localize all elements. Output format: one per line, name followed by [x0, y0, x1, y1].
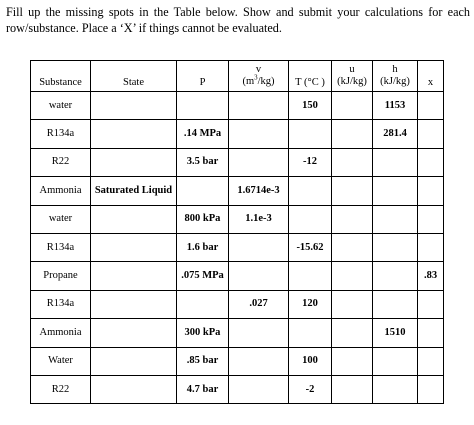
cell-quality: .83 [418, 262, 444, 290]
cell-temperature: 120 [289, 290, 332, 318]
cell-quality [418, 205, 444, 233]
cell-state [91, 205, 177, 233]
cell-temperature [289, 177, 332, 205]
table-row [31, 177, 444, 205]
cell-quality [418, 92, 444, 120]
cell-specific-volume [229, 233, 289, 261]
cell-specific-volume: 1.1e-3 [229, 205, 289, 233]
cell-specific-volume: .027 [229, 290, 289, 318]
cell-enthalpy: 1153 [373, 92, 418, 120]
header-v-unit: $(m^3/kg)$ [242, 73, 275, 87]
cell-state [91, 290, 177, 318]
cell-enthalpy [373, 148, 418, 176]
table-row [31, 120, 444, 148]
cell-state [91, 347, 177, 375]
cell-temperature [289, 262, 332, 290]
cell-quality [418, 177, 444, 205]
cell-temperature: 150 [289, 92, 332, 120]
cell-specific-volume [229, 347, 289, 375]
cell-pressure [177, 92, 229, 120]
cell-temperature [289, 319, 332, 347]
cell-substance: Ammonia [31, 319, 91, 347]
cell-temperature [289, 205, 332, 233]
cell-internal-energy [332, 177, 373, 205]
cell-quality [418, 347, 444, 375]
cell-internal-energy [332, 205, 373, 233]
table-row [31, 233, 444, 261]
cell-pressure: 300 kPa [177, 319, 229, 347]
cell-substance: water [31, 205, 91, 233]
cell-state [91, 92, 177, 120]
cell-internal-energy [332, 319, 373, 347]
cell-substance: R22 [31, 375, 91, 403]
cell-internal-energy [332, 148, 373, 176]
table-row [31, 148, 444, 176]
cell-pressure: .075 MPa [177, 262, 229, 290]
cell-specific-volume [229, 120, 289, 148]
cell-specific-volume [229, 148, 289, 176]
cell-temperature: 100 [289, 347, 332, 375]
cell-temperature: -2 [289, 375, 332, 403]
cell-quality [418, 375, 444, 403]
cell-internal-energy [332, 262, 373, 290]
table-row [31, 262, 444, 290]
cell-state [91, 319, 177, 347]
header-substance: Substance [31, 61, 91, 92]
cell-pressure: 800 kPa [177, 205, 229, 233]
cell-enthalpy [373, 290, 418, 318]
cell-enthalpy: 281.4 [373, 120, 418, 148]
property-table [30, 60, 444, 404]
cell-substance: Water [31, 347, 91, 375]
cell-quality [418, 319, 444, 347]
cell-temperature: -15.62 [289, 233, 332, 261]
cell-substance: R134a [31, 120, 91, 148]
header-internal-energy [332, 61, 373, 92]
header-state: State [91, 61, 177, 92]
table-row [31, 319, 444, 347]
cell-enthalpy [373, 205, 418, 233]
cell-specific-volume [229, 375, 289, 403]
table-row [31, 290, 444, 318]
header-u-symbol: u [349, 64, 355, 75]
table-row [31, 375, 444, 403]
instructions-text: Fill up the missing spots in the Table below. Show and submit your calculations for each row/substance. Place a ‘X’ if things cannot be evaluated. [6, 5, 470, 35]
cell-specific-volume: 1.6714e-3 [229, 177, 289, 205]
header-pressure: P [177, 61, 229, 92]
cell-substance: R134a [31, 290, 91, 318]
cell-internal-energy [332, 290, 373, 318]
cell-internal-energy [332, 233, 373, 261]
cell-state [91, 233, 177, 261]
header-quality: x [418, 61, 444, 92]
cell-state [91, 262, 177, 290]
header-h-unit: (kJ/kg) [380, 76, 410, 87]
header-row [31, 61, 444, 92]
cell-pressure [177, 290, 229, 318]
cell-quality [418, 233, 444, 261]
cell-pressure: .14 MPa [177, 120, 229, 148]
table-row [31, 205, 444, 233]
cell-state [91, 120, 177, 148]
table-row [31, 92, 444, 120]
header-h-symbol: h [392, 64, 398, 75]
cell-internal-energy [332, 347, 373, 375]
cell-enthalpy [373, 262, 418, 290]
cell-pressure: 4.7 bar [177, 375, 229, 403]
cell-substance: R134a [31, 233, 91, 261]
cell-temperature [289, 120, 332, 148]
cell-pressure: 1.6 bar [177, 233, 229, 261]
cell-enthalpy [373, 233, 418, 261]
cell-temperature: -12 [289, 148, 332, 176]
cell-specific-volume [229, 262, 289, 290]
cell-substance: Ammonia [31, 177, 91, 205]
cell-pressure [177, 177, 229, 205]
cell-state: Saturated Liquid [91, 177, 177, 205]
cell-substance: water [31, 92, 91, 120]
cell-substance: R22 [31, 148, 91, 176]
cell-quality [418, 290, 444, 318]
cell-internal-energy [332, 375, 373, 403]
header-v-symbol: v [255, 64, 262, 75]
header-temperature: T (°C ) [289, 61, 332, 92]
table-row [31, 347, 444, 375]
cell-enthalpy: 1510 [373, 319, 418, 347]
cell-state [91, 375, 177, 403]
cell-state [91, 148, 177, 176]
cell-pressure: 3.5 bar [177, 148, 229, 176]
cell-specific-volume [229, 92, 289, 120]
cell-enthalpy [373, 375, 418, 403]
header-specific-volume [229, 61, 289, 92]
cell-substance: Propane [31, 262, 91, 290]
cell-pressure: .85 bar [177, 347, 229, 375]
cell-enthalpy [373, 347, 418, 375]
cell-quality [418, 148, 444, 176]
cell-enthalpy [373, 177, 418, 205]
header-enthalpy [373, 61, 418, 92]
cell-specific-volume [229, 319, 289, 347]
cell-internal-energy [332, 92, 373, 120]
cell-quality [418, 120, 444, 148]
header-u-unit: (kJ/kg) [337, 76, 367, 87]
cell-internal-energy [332, 120, 373, 148]
